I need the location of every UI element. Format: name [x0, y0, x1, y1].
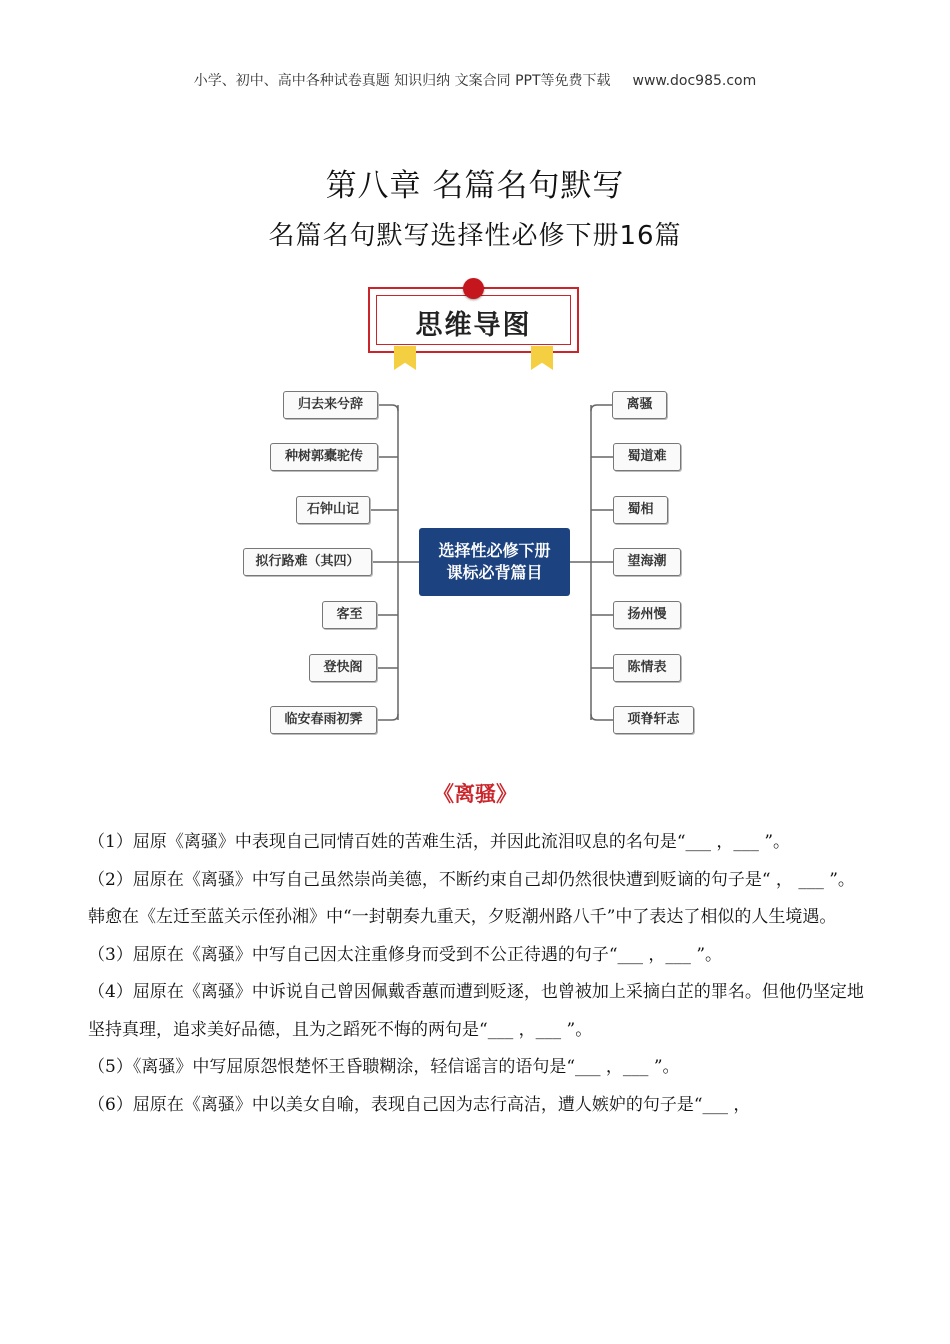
- mindmap-node-right: 扬州慢: [613, 601, 681, 629]
- mindmap-node-left: 登快阁: [309, 654, 377, 682]
- pushpin-icon: [463, 278, 484, 299]
- question-list: [88, 824, 868, 1124]
- question-3: （3）屈原在《离骚》中写自己因太注重修身而受到不公正待遇的句子“___ ，___ ”。: [88, 944, 723, 965]
- mindmap-node-right: 望海潮: [613, 548, 681, 576]
- banner-text: 小学、初中、高中各种试卷真题 知识归纳 文案合同 PPT等免费下载: [193, 73, 611, 89]
- mindmap-node-left: 临安春雨初霁: [270, 706, 377, 734]
- center-line-2: 课标必背篇目: [446, 563, 543, 582]
- page-subtitle: 名篇名句默写选择性必修下册16篇: [268, 221, 682, 251]
- mindmap-node-right: 蜀相: [613, 496, 668, 524]
- mindmap-node-right: 离骚: [612, 391, 667, 419]
- mindmap-center-node: [419, 528, 570, 596]
- right-branch: [591, 714, 613, 720]
- question-5: （5）《离骚》中写屈原怨恨楚怀王昏聩糊涂，轻信谣言的语句是“___ ，___ ”。: [88, 1057, 680, 1077]
- mindmap-node-right: 项脊轩志: [613, 706, 694, 734]
- mindmap-node-left: 归去来兮辞: [283, 391, 378, 419]
- question-6: （6）屈原在《离骚》中以美女自喻，表现自己因为志行高洁，遭人嫉妒的句子是“___ ，: [88, 1094, 751, 1115]
- section-title: 《离骚》: [433, 782, 517, 806]
- chapter-title: 第八章 名篇名句默写: [325, 168, 625, 204]
- mindmap-node-right: 蜀道难: [613, 443, 681, 471]
- mindmap-node-left: 石钟山记: [296, 496, 370, 524]
- mindmap-node-right: 陈情表: [613, 654, 681, 682]
- site-banner: [0, 70, 950, 90]
- site-url[interactable]: www.doc985.com: [632, 73, 757, 89]
- question-4: （4）屈原在《离骚》中诉说自己曾因佩戴香蕙而遭到贬逐，也曾被加上采摘白芷的罪名。但他仍坚定地坚持真理，追求美好品德，且为之蹈死不悔的两句是“___ ，___ ”。: [88, 982, 864, 1040]
- ribbon-right-icon: [531, 346, 553, 370]
- mindmap-node-left: 客至: [322, 601, 377, 629]
- question-2: （2）屈原在《离骚》中写自己虽然崇尚美德，不断约束自己却仍然很快遭到贬谪的句子是“ ， ___ ”。韩愈在《左迁至蓝关示侄孙湘》中“一封朝奏九重天，夕贬潮州路八千”中了表达了相似的人生境遇。: [88, 869, 855, 927]
- ribbon-left-icon: [394, 346, 416, 370]
- question-1: （1）屈原《离骚》中表现自己同情百姓的苦难生活，并因此流泪叹息的名句是“___ ，___ ”。: [88, 832, 791, 852]
- right-branch: [591, 405, 612, 411]
- center-line-1: 选择性必修下册: [438, 541, 551, 560]
- left-branch: [377, 714, 398, 720]
- mindmap-banner-text: 思维导图: [415, 310, 532, 341]
- left-branch: [378, 405, 398, 411]
- mindmap-node-left: 种树郭橐驼传: [270, 443, 378, 471]
- mindmap-node-left: 拟行路难（其四）: [243, 548, 372, 576]
